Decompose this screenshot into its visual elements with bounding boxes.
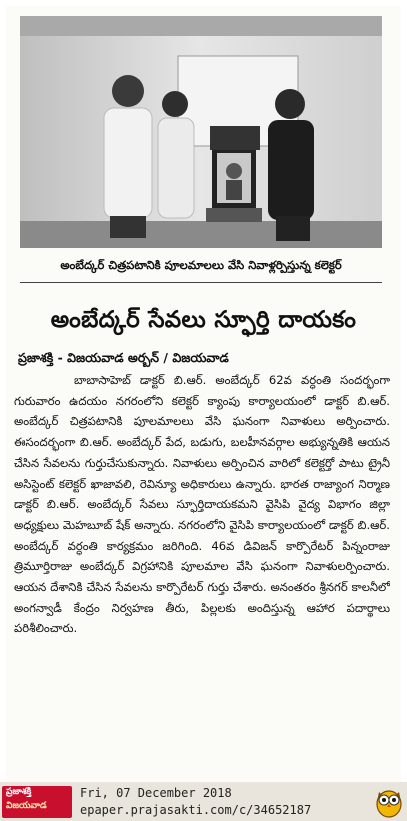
- divider: [20, 282, 382, 283]
- headline: అంబేద్కర్ సేవలు స్ఫూర్తి దాయకం: [50, 307, 357, 333]
- edition-date: Fri, 07 December 2018: [80, 786, 232, 800]
- logo-line2: విజయవాడ: [6, 801, 47, 811]
- article-paragraph: బాబాసాహెబ్ డాక్టర్ బి.ఆర్. అంబేద్కర్ 62వ వర్ధంతి సందర్భంగా గురువారం ఉదయం నగరంలోని కలెక్టర్ క్యాంపు కార్యాలయంలో డాక్టర్ బి.ఆర్. అంబేద్కర్ చిత్రపటానికి పూలమాలలు వేసి ఘనంగా నివాళులు అర్పించారు. ఈసందర్భంగా బి.ఆర్. అంబేద్కర్ పేద, బడుగు, బలహీనవర్గాల అభ్యున్నతికి ఆయన చేసిన సేవలను గుర్తుచేసుకున్నారు. నివాళులు అర్పించిన వారిలో కలెక్టర్తో పాటు ట్రైనీ అసిస్టెంట్ కలెక్టర్ ఖాజావలి, రెవిన్యూ అధికారులు ఉన్నారు. భారత రాజ్యాంగ నిర్మాణ డాక్టర్ బి.ఆర్. అంబేద్కర్ సేవలు స్ఫూర్తిదాయకమని వైసిపి వైద్య విభాగం జిల్లా అధ్యక్షులు మెహబూబ్ షేక్ అన్నారు. నగరంలోని వైసిపి కార్యాలయంలో డాక్టర్ బి.ఆర్. అంబేద్కర్ వర్ధంతి కార్యక్రమం జరిగింది. 46వ డివిజన్ కార్పొరేటర్ పిన్నంరాజు త్రిమూర్తిరాజు అంబేద్కర్ విగ్రహానికి పూలమాల వేసి ఘనంగా నివాళులర్పించారు. ఆయన దేశానికి చేసిన సేవలను కార్పొరేటర్ గుర్తు చేశారు. అనంతరం శ్రీనగర్ కాలనీలో అంగన్వాడీ కేంద్రం నిర్వహణ తీరు, పిల్లలకు అందిస్తున్న ఆహార పదార్థాలు పరిశీలించారు.: [14, 373, 390, 636]
- epaper-footer: [0, 782, 407, 821]
- prajasakti-logo[interactable]: [2, 786, 72, 818]
- logo-line1: ప్రజాశక్తి: [6, 787, 32, 797]
- photo-illustration: [20, 16, 382, 248]
- owl-icon: [374, 786, 404, 818]
- epaper-url[interactable]: epaper.prajasakti.com/c/34652187: [80, 803, 312, 817]
- article-photo: [20, 16, 382, 248]
- news-clipping: [6, 6, 401, 784]
- photo-caption: అంబేద్కర్ చిత్రపటానికి పూలమాలలు వేసి నివాళ్లర్పిస్తున్న కలెక్టర్: [60, 258, 342, 272]
- dateline: ప్రజాశక్తి - విజయవాడ అర్బన్ / విజయవాడ: [18, 350, 229, 365]
- article-body: [14, 370, 390, 784]
